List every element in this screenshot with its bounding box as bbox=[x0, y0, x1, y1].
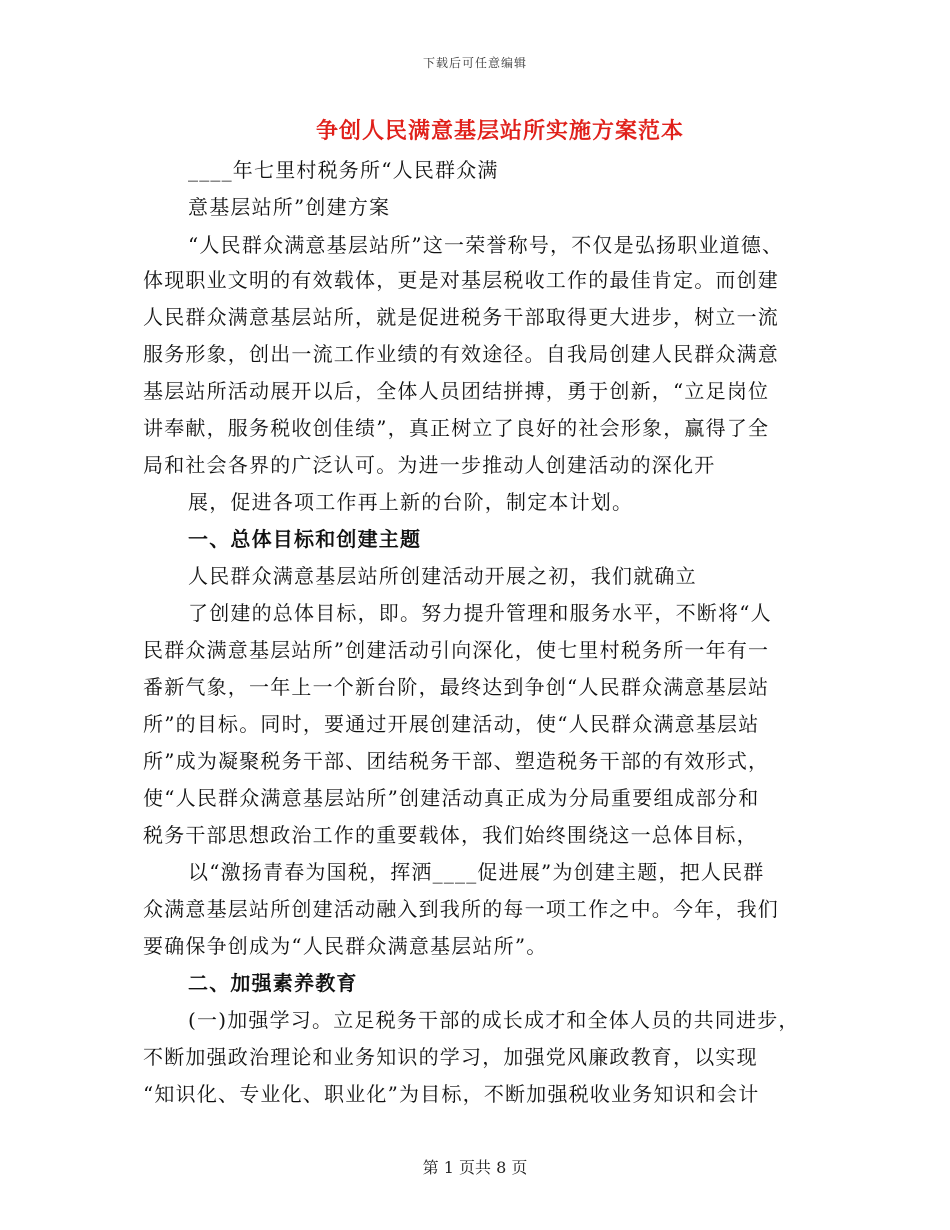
body-line: (一)加强学习。立足税务干部的成长成才和全体人员的共同进步， bbox=[188, 1008, 800, 1032]
body-line: 众满意基层站所创建活动融入到我所的每一项工作之中。今年，我们 bbox=[143, 897, 779, 921]
document-title: 争创人民满意基层站所实施方案范本 bbox=[315, 118, 684, 144]
body-line: 服务形象，创出一流工作业绩的有效途径。自我局创建人民群众满意 bbox=[143, 342, 779, 366]
body-line: 番新气象，一年上一个新台阶，最终达到争创“人民群众满意基层站 bbox=[143, 675, 770, 699]
body-line: 要确保争创成为“人民群众满意基层站所”。 bbox=[143, 934, 548, 958]
body-line: 使“人民群众满意基层站所”创建活动真正成为分局重要组成部分和 bbox=[143, 786, 760, 810]
body-line: 以“激扬青春为国税，挥洒____促进展”为创建主题，把人民群 bbox=[188, 860, 765, 884]
body-line: 了创建的总体目标，即。努力提升管理和服务水平，不断将“人 bbox=[188, 601, 772, 625]
body-line: 不断加强政治理论和业务知识的学习，加强党风廉政教育，以实现 bbox=[143, 1045, 758, 1069]
body-line: 税务干部思想政治工作的重要载体，我们始终围绕这一总体目标， bbox=[143, 823, 758, 847]
body-line: 讲奉献，服务税收创佳绩”，真正树立了良好的社会形象，赢得了全 bbox=[143, 416, 770, 440]
body-line: 人民群众满意基层站所，就是促进税务干部取得更大进步，树立一流 bbox=[143, 305, 779, 329]
body-line: 所”成为凝聚税务干部、团结税务干部、塑造税务干部的有效形式， bbox=[143, 749, 770, 773]
body-line: 体现职业文明的有效载体，更是对基层税收工作的最佳肯定。而创建 bbox=[143, 268, 779, 292]
body-line: “人民群众满意基层站所”这一荣誉称号，不仅是弘扬职业道德、 bbox=[188, 233, 784, 257]
body-line: 意基层站所”创建方案 bbox=[188, 195, 391, 219]
body-line: 展，促进各项工作再上新的台阶，制定本计划。 bbox=[188, 490, 634, 514]
section-heading: 二、加强素养教育 bbox=[188, 971, 358, 995]
body-line: 人民群众满意基层站所创建活动开展之初，我们就确立 bbox=[188, 564, 697, 588]
body-line: 所”的目标。同时，要通过开展创建活动，使“人民群众满意基层站 bbox=[143, 712, 760, 736]
body-line: 民群众满意基层站所”创建活动引向深化，使七里村税务所一年有一 bbox=[143, 638, 770, 662]
section-heading: 一、总体目标和创建主题 bbox=[188, 527, 422, 551]
page-footer: 第 1 页共 8 页 bbox=[422, 1158, 528, 1177]
header-note: 下载后可任意编辑 bbox=[422, 56, 527, 70]
body-line: 基层站所活动展开以后，全体人员团结拼搏，勇于创新，“立足岗位 bbox=[143, 379, 770, 403]
body-line: ____年七里村税务所“人民群众满 bbox=[188, 158, 499, 182]
body-line: “知识化、专业化、职业化”为目标，不断加强税收业务知识和会计 bbox=[143, 1082, 760, 1106]
body-line: 局和社会各界的广泛认可。为进一步推动人创建活动的深化开 bbox=[143, 453, 716, 477]
